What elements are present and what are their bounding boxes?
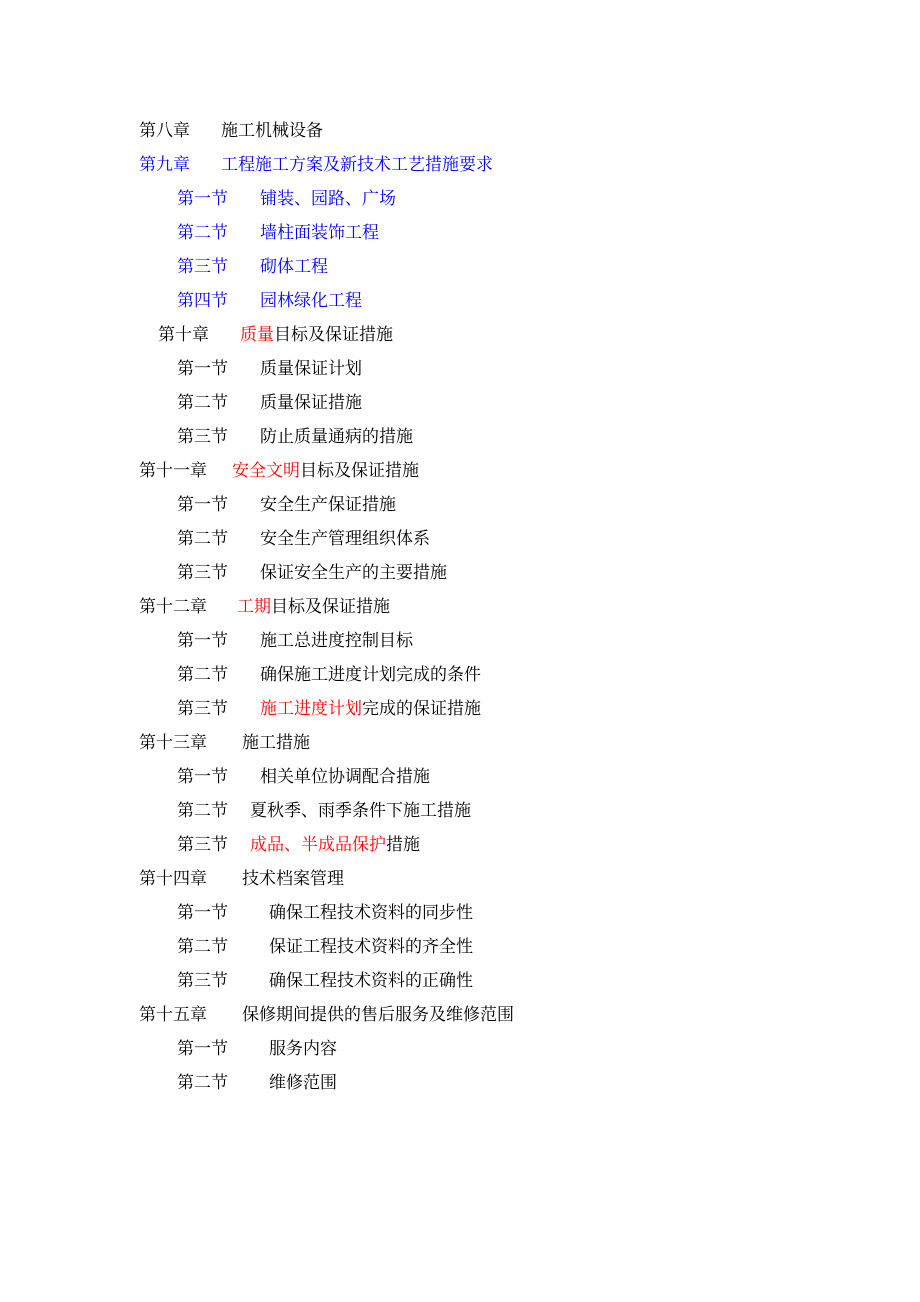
chapter-number: 第十一章 [139,461,207,481]
title-text: 施工机械设备 [221,121,323,141]
section-title [260,186,396,212]
section-number: 第三节 [177,699,228,719]
title-text: 技术档案管理 [242,869,344,889]
chapter-number: 第十五章 [139,1005,207,1025]
title-text: 措施 [386,835,420,855]
highlighted-text: 成品、半成品保护 [250,835,386,855]
title-text: 防止质量通病的措施 [260,427,413,447]
chapter-title [221,118,323,144]
section-number: 第一节 [177,1039,228,1059]
section-title [260,356,362,382]
title-text: 目标及保证措施 [271,597,390,617]
title-text: 砌体工程 [260,257,328,277]
title-text: 夏秋季、雨季条件下施工措施 [250,801,471,821]
section-number: 第二节 [177,1073,228,1093]
chapter-number: 第十章 [158,325,209,345]
section-number: 第一节 [177,189,228,209]
section-title [260,662,481,688]
section-title [250,798,471,824]
section-number: 第一节 [177,495,228,515]
highlighted-text: 工期 [237,597,271,617]
section-title [269,900,473,926]
section-number: 第二节 [177,223,228,243]
chapter-number: 第十三章 [139,733,207,753]
chapter-title [242,1002,514,1028]
section-title [269,1036,337,1062]
section-number: 第二节 [177,937,228,957]
chapter-title [221,152,493,178]
title-text: 保修期间提供的售后服务及维修范围 [242,1005,514,1025]
title-text: 服务内容 [269,1039,337,1059]
section-title [260,254,328,280]
title-text: 园林绿化工程 [260,291,362,311]
title-text: 确保施工进度计划完成的条件 [260,665,481,685]
title-text: 质量保证措施 [260,393,362,413]
section-title [250,832,420,858]
title-text: 安全生产管理组织体系 [260,529,430,549]
title-text: 安全生产保证措施 [260,495,396,515]
title-text: 维修范围 [269,1073,337,1093]
section-title [260,424,413,450]
title-text: 质量保证计划 [260,359,362,379]
section-number: 第四节 [177,291,228,311]
title-text: 相关单位协调配合措施 [260,767,430,787]
section-number: 第二节 [177,529,228,549]
chapter-title [242,866,344,892]
section-number: 第三节 [177,563,228,583]
section-number: 第一节 [177,767,228,787]
title-text: 保证工程技术资料的齐全性 [269,937,473,957]
chapter-number: 第十二章 [139,597,207,617]
title-text: 铺装、园路、广场 [260,189,396,209]
section-number: 第三节 [177,257,228,277]
section-title [260,492,396,518]
section-number: 第一节 [177,631,228,651]
title-text: 目标及保证措施 [274,325,393,345]
title-text: 施工总进度控制目标 [260,631,413,651]
chapter-number: 第八章 [139,121,190,141]
section-title [269,934,473,960]
section-title [260,696,481,722]
section-title [260,764,430,790]
title-text: 确保工程技术资料的正确性 [269,971,473,991]
highlighted-text: 安全文明 [232,461,300,481]
section-number: 第二节 [177,801,228,821]
section-title [260,526,430,552]
title-text: 完成的保证措施 [362,699,481,719]
chapter-title [240,322,393,348]
chapter-title [242,730,310,756]
section-title [260,628,413,654]
section-number: 第一节 [177,903,228,923]
section-number: 第一节 [177,359,228,379]
chapter-number: 第九章 [139,155,190,175]
chapter-title [237,594,390,620]
section-number: 第二节 [177,393,228,413]
section-title [260,560,447,586]
title-text: 工程施工方案及新技术工艺措施要求 [221,155,493,175]
highlighted-text: 施工进度计划 [260,699,362,719]
section-title [260,220,379,246]
title-text: 确保工程技术资料的同步性 [269,903,473,923]
chapter-title [232,458,419,484]
section-number: 第二节 [177,665,228,685]
section-title [260,288,362,314]
section-title [269,1070,337,1096]
title-text: 墙柱面装饰工程 [260,223,379,243]
title-text: 施工措施 [242,733,310,753]
highlighted-text: 质量 [240,325,274,345]
section-number: 第三节 [177,971,228,991]
section-number: 第三节 [177,427,228,447]
title-text: 目标及保证措施 [300,461,419,481]
section-title [269,968,473,994]
title-text: 保证安全生产的主要措施 [260,563,447,583]
chapter-number: 第十四章 [139,869,207,889]
section-title [260,390,362,416]
section-number: 第三节 [177,835,228,855]
